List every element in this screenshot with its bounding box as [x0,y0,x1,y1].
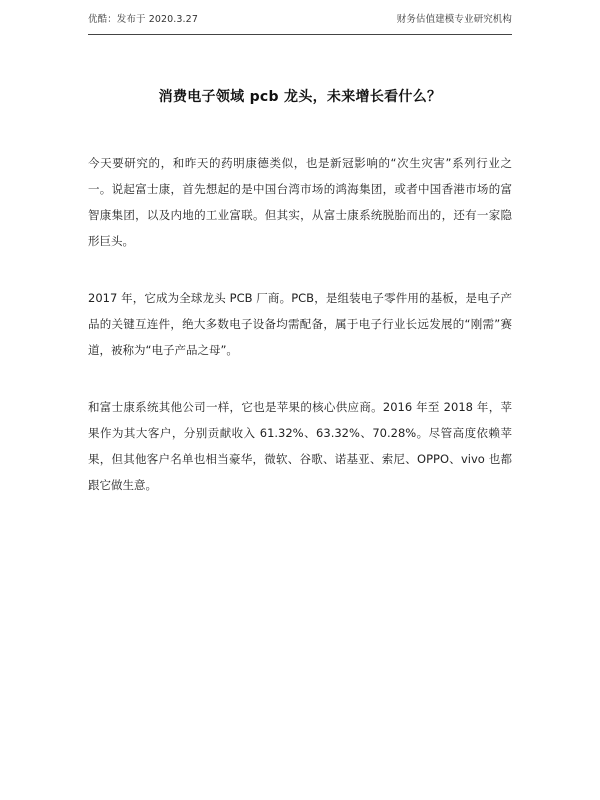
article-title: 消费电子领域 pcb 龙头，未来增长看什么？ [158,89,442,105]
paragraph-1: 今天要研究的，和昨天的药明康德类似，也是新冠影响的“次生灾害”系列行业之一。说起富士康，首先想起的是中国台湾市场的鸿海集团，或者中国香港市场的富智康集团，以及内地的工业富联。但其实，从富士康系统脱胎而出的，还有一家隐形巨头。 [88,156,512,248]
paragraph-3: 和富士康系统其他公司一样，它也是苹果的核心供应商。2016 年至 2018 年，苹果作为其大客户，分别贡献收入 61.32%、63.32%、70.28%。尽管高度依赖苹果，但其他客户名单也相当豪华，微软、谷歌、诺基亚、索尼、OPPO、vivo 也都跟它做生意。 [88,400,512,492]
header-publish-info: 优酷：发布于 2020.3.27 [88,14,198,25]
paragraph-2: 2017 年，它成为全球龙头 PCB 厂商。PCB，是组装电子零件用的基板，是电子产品的关键互连件，绝大多数电子设备均需配备，属于电子行业长远发展的“刚需”赛道，被称为“电子产品之母”。 [88,291,512,357]
header-organization: 财务估值建模专业研究机构 [396,14,512,25]
article-body [88,150,512,529]
page-header [88,12,512,35]
